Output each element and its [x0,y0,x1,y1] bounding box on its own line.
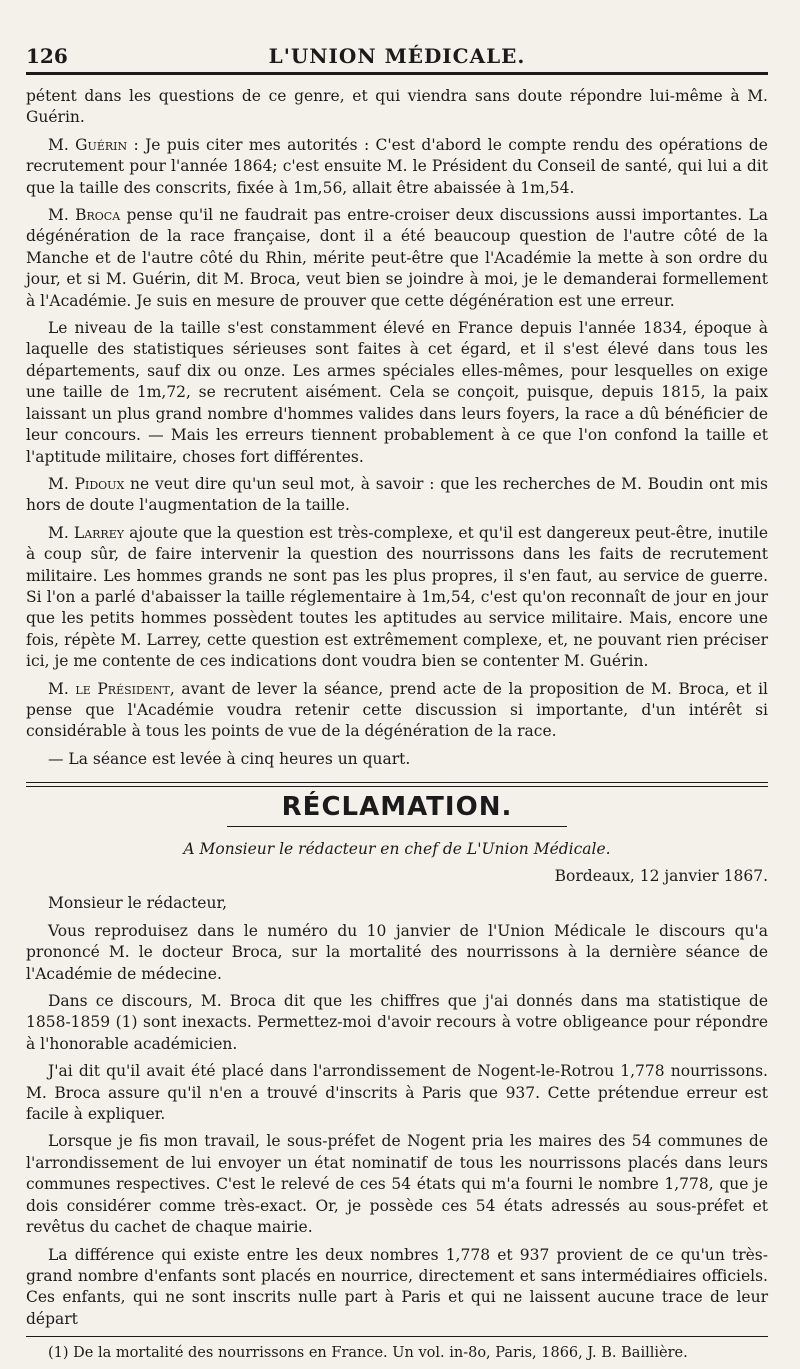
letter-paragraph: Lorsque je fis mon travail, le sous-préfet de Nogent pria les maires des 54 communes de l'arrondissement de lui envoyer un état nominatif de tous les nourrissons placés dans leurs communes respectives. C'est le relevé de ces 54 états qui m'a fourni le nombre 1,778, que je dois considérer comme très-exact. Or, je possède ces 54 états adressés au sous-préfet et revêtus du cachet de chaque mairie. [26,1132,768,1237]
header-rule [26,72,768,75]
speaker-name: M. Pidoux [48,474,125,493]
footnote: (1) De la mortalité des nourrissons en France. Un vol. in-8o, Paris, 1866, J. B. Baillière. [48,1345,688,1362]
paragraph-text: pense qu'il ne faudrait pas entre-croiser deux discussions aussi importantes. La dégénération de la race française, dont il a été beaucoup question de l'autre côté de la Manche et de l'autre côté du Rhin, mérite peut-être que l'Académie la mette à son ordre du jour, et si M. Guérin, dit M. Broca, veut bien se joindre à moi, je le demanderai formellement à l'Académie. Je suis en mesure de prouver que cette dégénération est une erreur. [26,206,768,310]
letter-salutation: Monsieur le rédacteur, [48,894,228,913]
paragraph-text: ne veut dire qu'un seul mot, à savoir : que les recherches de M. Boudin ont mis hors de doute l'augmentation de la taille. [26,474,768,515]
paragraph [26,318,768,468]
paragraph [26,474,768,517]
letter-paragraph: Dans ce discours, M. Broca dit que les chiffres que j'ai donnés dans ma statistique de 1858-1859 (1) sont inexacts. Permettez-moi d'avoir recours à votre obligeance pour répondre à l'honorable académicien. [26,992,768,1053]
page-body [26,86,768,1369]
paragraph [26,523,768,673]
speaker-name: M. Guérin [48,135,128,154]
letter-date: Bordeaux, 12 janvier 1867. [554,867,768,885]
paragraph [26,86,768,129]
title-rule [227,826,567,827]
section-title-block [26,792,768,823]
paragraph-text: : Je puis citer mes autorités : C'est d'abord le compte rendu des opérations de recrutement pour l'année 1864; c'est ensuite M. le Président du Conseil de santé, qui lui a dit que la taille des conscrits, fixée à 1m,56, allait être abaissée à 1m,54. [26,135,768,197]
paragraph-text: pétent dans les questions de ce genre, et qui viendra sans doute répondre lui-même à M. Guérin. [26,87,768,127]
section-double-rule [26,782,768,787]
page-header [26,38,768,72]
running-title: L'UNION MÉDICALE. [268,44,526,68]
paragraph-text: — La séance est levée à cinq heures un quart. [48,749,411,768]
speaker-name: M. le Président [48,679,170,698]
paragraph [26,135,768,199]
letter-paragraph: Vous reproduisez dans le numéro du 10 janvier de l'Union Médicale le discours qu'a prononcé M. le docteur Broca, sur la mortalité des nourrissons à la dernière séance de l'Académie de médecine. [26,921,768,983]
page-number: 126 [26,44,68,68]
paragraph [26,679,768,743]
paragraph-text: , avant de lever la séance, prend acte de la proposition de M. Broca, et il pense que l'Académie voudra retenir cette discussion si importante, d'un intérêt si considérable à tous les points de vue de la dégénération de la race. [26,679,768,741]
footnote-rule [26,1336,768,1337]
paragraph-text: Le niveau de la taille s'est constamment élevé en France depuis l'année 1834, époque à laquelle des statistiques sérieuses sont faites à cet égard, et il s'est élevé dans tous les départements, sauf dix ou onze. Les armes spéciales elles-mêmes, pour lesquelles on exige une taille de 1m,72, se recrutent aisément. Cela se conçoit, puisque, depuis 1815, la paix laissant un plus grand nombre d'hommes valides dans leurs foyers, la race a dû bénéficier de leur concours. — Mais les erreurs tiennent probablement à ce que l'on confond la taille et l'aptitude militaire, choses fort différentes. [26,319,768,466]
paragraph [26,749,768,770]
letter-paragraph: J'ai dit qu'il avait été placé dans l'arrondissement de Nogent-le-Rotrou 1,778 nourrissons. M. Broca assure qu'il n'en a trouvé d'inscrits à Paris que 937. Cette prétendue erreur est facile à expliquer. [26,1062,768,1124]
paragraph-text: ajoute que la question est très-complexe, et qu'il est dangereux peut-être, inutile à coup sûr, de faire intervenir la question des nourrissons dans les faits de recrutement militaire. Les hommes grands ne sont pas les plus propres, il s'en faut, au service de guerre. Si l'on a parlé d'abaisser la taille réglementaire à 1m,54, c'est qu'on reconnaît de jour en jour que les petits hommes possèdent toutes les aptitudes au service militaire. Mais, encore une fois, répète M. Larrey, cette question est extrêmement complexe, et, ne pouvant rien préciser ici, je me contente de ces indications dont voudra bien se contenter M. Guérin. [26,523,768,671]
paragraph [26,205,768,312]
letter-address: A Monsieur le rédacteur en chef de L'Union Médicale. [183,839,611,858]
section-title: RÉCLAMATION. [281,792,513,823]
speaker-name: M. Larrey [48,523,125,542]
letter-paragraph: La différence qui existe entre les deux nombres 1,778 et 937 provient de ce qu'un très-grand nombre d'enfants sont placés en nourrice, directement et sans intermédiaires officiels. Ces enfants, qui ne sont inscrits nulle part à Paris et qui ne laissent aucune trace de leur départ [26,1245,768,1328]
speaker-name: M. Broca [48,206,121,225]
